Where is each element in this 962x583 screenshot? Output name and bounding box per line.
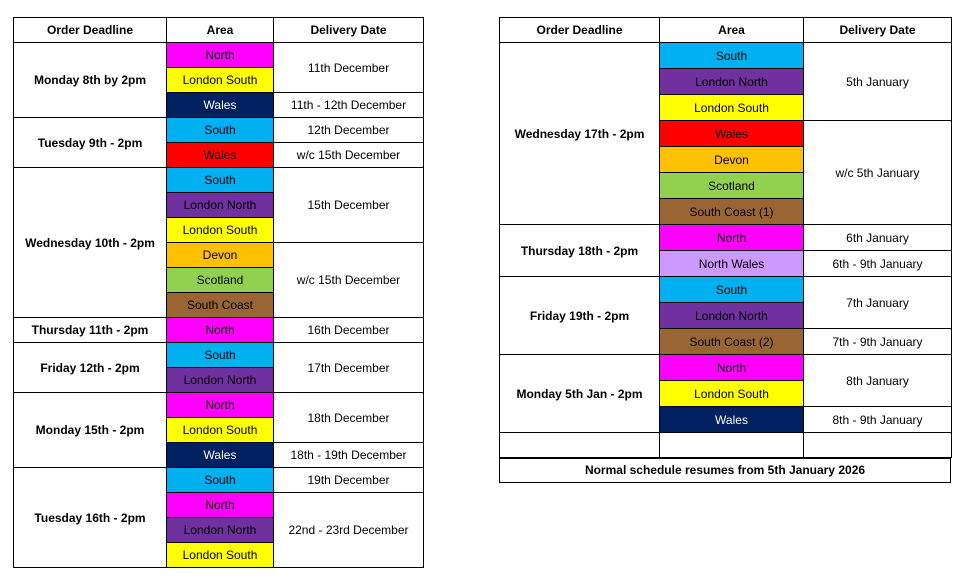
table-row bbox=[14, 343, 424, 368]
table-row bbox=[14, 118, 424, 143]
delivery-cell: 11th December bbox=[274, 43, 424, 93]
header-order-deadline: Order Deadline bbox=[500, 18, 660, 43]
area-cell: Devon bbox=[660, 147, 804, 173]
area-cell: Scotland bbox=[660, 173, 804, 199]
schedule-table-december bbox=[13, 17, 424, 568]
delivery-cell: 8th January bbox=[804, 355, 952, 407]
area-cell: Devon bbox=[167, 243, 274, 268]
table-row bbox=[500, 355, 952, 381]
delivery-cell: w/c 15th December bbox=[274, 243, 424, 318]
delivery-cell: 6th - 9th January bbox=[804, 251, 952, 277]
delivery-cell: 22nd - 23rd December bbox=[274, 493, 424, 568]
area-cell: South bbox=[660, 277, 804, 303]
deadline-cell: Wednesday 17th - 2pm bbox=[500, 43, 660, 225]
area-cell: North bbox=[167, 493, 274, 518]
area-cell: London South bbox=[167, 543, 274, 568]
delivery-cell: 6th January bbox=[804, 225, 952, 251]
table-row bbox=[14, 168, 424, 193]
delivery-cell: 7th January bbox=[804, 277, 952, 329]
area-cell: London North bbox=[660, 303, 804, 329]
area-cell: London South bbox=[660, 381, 804, 407]
schedule-table-january bbox=[499, 17, 952, 458]
delivery-cell: 8th - 9th January bbox=[804, 407, 952, 433]
empty-cell bbox=[500, 433, 660, 458]
delivery-cell: 12th December bbox=[274, 118, 424, 143]
area-cell: London South bbox=[167, 68, 274, 93]
table-row bbox=[14, 43, 424, 68]
area-cell: North bbox=[660, 225, 804, 251]
header-area: Area bbox=[167, 18, 274, 43]
deadline-cell: Monday 15th - 2pm bbox=[14, 393, 167, 468]
area-cell: London North bbox=[167, 368, 274, 393]
area-cell: Wales bbox=[660, 121, 804, 147]
area-cell: Wales bbox=[167, 93, 274, 118]
area-cell: London North bbox=[167, 193, 274, 218]
delivery-cell: 11th - 12th December bbox=[274, 93, 424, 118]
empty-row bbox=[500, 433, 952, 458]
area-cell: South bbox=[660, 43, 804, 69]
area-cell: North bbox=[167, 43, 274, 68]
deadline-cell: Monday 8th by 2pm bbox=[14, 43, 167, 118]
delivery-cell: 16th December bbox=[274, 318, 424, 343]
area-cell: London South bbox=[167, 218, 274, 243]
table-row bbox=[500, 225, 952, 251]
delivery-cell: 17th December bbox=[274, 343, 424, 393]
schedule-note: Normal schedule resumes from 5th January 2026 bbox=[499, 458, 951, 483]
header-area: Area bbox=[660, 18, 804, 43]
area-cell: South bbox=[167, 168, 274, 193]
area-cell: Scotland bbox=[167, 268, 274, 293]
header-row bbox=[500, 18, 952, 43]
area-cell: North bbox=[167, 393, 274, 418]
area-cell: London South bbox=[660, 95, 804, 121]
area-cell: London North bbox=[167, 518, 274, 543]
deadline-cell: Friday 19th - 2pm bbox=[500, 277, 660, 355]
delivery-cell: 18th - 19th December bbox=[274, 443, 424, 468]
area-cell: North Wales bbox=[660, 251, 804, 277]
header-delivery-date: Delivery Date bbox=[804, 18, 952, 43]
deadline-cell: Tuesday 9th - 2pm bbox=[14, 118, 167, 168]
deadline-cell: Friday 12th - 2pm bbox=[14, 343, 167, 393]
table-row bbox=[14, 393, 424, 418]
area-cell: Wales bbox=[167, 443, 274, 468]
deadline-cell: Thursday 18th - 2pm bbox=[500, 225, 660, 277]
area-cell: South bbox=[167, 343, 274, 368]
area-cell: South Coast bbox=[167, 293, 274, 318]
empty-cell bbox=[660, 433, 804, 458]
delivery-cell: 19th December bbox=[274, 468, 424, 493]
area-cell: London North bbox=[660, 69, 804, 95]
deadline-cell: Monday 5th Jan - 2pm bbox=[500, 355, 660, 433]
area-cell: North bbox=[660, 355, 804, 381]
area-cell: South Coast (2) bbox=[660, 329, 804, 355]
header-order-deadline: Order Deadline bbox=[14, 18, 167, 43]
deadline-cell: Wednesday 10th - 2pm bbox=[14, 168, 167, 318]
header-delivery-date: Delivery Date bbox=[274, 18, 424, 43]
delivery-cell: 18th December bbox=[274, 393, 424, 443]
delivery-cell: w/c 15th December bbox=[274, 143, 424, 168]
deadline-cell: Tuesday 16th - 2pm bbox=[14, 468, 167, 568]
area-cell: Wales bbox=[660, 407, 804, 433]
delivery-cell: 7th - 9th January bbox=[804, 329, 952, 355]
area-cell: South Coast (1) bbox=[660, 199, 804, 225]
area-cell: Wales bbox=[167, 143, 274, 168]
empty-cell bbox=[804, 433, 952, 458]
table-row bbox=[500, 43, 952, 69]
delivery-cell: w/c 5th January bbox=[804, 121, 952, 225]
table-row bbox=[14, 318, 424, 343]
header-row bbox=[14, 18, 424, 43]
delivery-cell: 5th January bbox=[804, 43, 952, 121]
table-row bbox=[14, 468, 424, 493]
area-cell: South bbox=[167, 118, 274, 143]
area-cell: South bbox=[167, 468, 274, 493]
deadline-cell: Thursday 11th - 2pm bbox=[14, 318, 167, 343]
delivery-cell: 15th December bbox=[274, 168, 424, 243]
area-cell: North bbox=[167, 318, 274, 343]
area-cell: London South bbox=[167, 418, 274, 443]
table-row bbox=[500, 277, 952, 303]
